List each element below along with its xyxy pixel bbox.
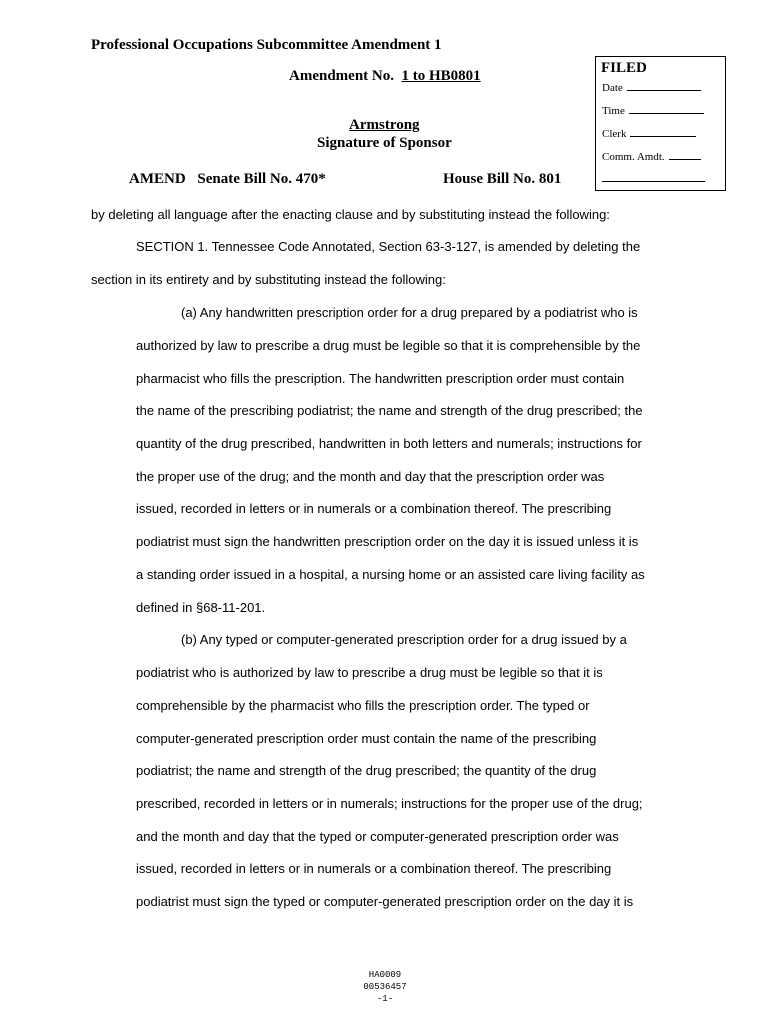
filed-comm-label: Comm. Amdt. (602, 151, 665, 163)
body-line-11: podiatrist must sign the handwritten prescription order on the day it is issued unless it is (136, 534, 639, 549)
footer-code-1: HA0009 (368, 970, 402, 980)
filed-clerk-blank (630, 127, 696, 137)
filed-time-label: Time (602, 105, 625, 117)
filed-extra-blank (602, 172, 705, 182)
amend-bill-line (129, 171, 326, 188)
body-line-20: and the month and day that the typed or computer-generated prescription order was (136, 829, 619, 844)
body-line-12: a standing order issued in a hospital, a nursing home or an assisted care living facility as (136, 567, 645, 582)
body-line-2: SECTION 1. Tennessee Code Annotated, Section 63-3-127, is amended by deleting the (136, 239, 641, 254)
filed-comm-blank (669, 150, 701, 160)
body-line-21: issued, recorded in letters or in numerals or a combination thereof. The prescribing (136, 861, 612, 876)
body-line-10: issued, recorded in letters or in numerals or a combination thereof. The prescribing (136, 501, 612, 516)
filed-date-blank (627, 81, 701, 91)
body-line-6: pharmacist who fills the prescription. The handwritten prescription order must contain (136, 371, 625, 386)
filed-date-row (602, 81, 701, 94)
body-line-5: authorized by law to prescribe a drug must be legible so that it is comprehensible by the (136, 338, 641, 353)
body-line-18: podiatrist; the name and strength of the drug prescribed; the quantity of the drug (136, 763, 597, 778)
body-line-19: prescribed, recorded in letters or in numerals; instructions for the proper use of the drug; (136, 796, 643, 811)
amendment-label: Amendment No. (289, 68, 394, 84)
senate-bill: Senate Bill No. 470* (197, 171, 326, 187)
filed-box (595, 56, 726, 191)
sponsor-name: Armstrong (349, 117, 420, 133)
body-line-3: section in its entirety and by substituting instead the following: (91, 272, 446, 287)
body-line-14: (b) Any typed or computer-generated prescription order for a drug issued by a (181, 632, 627, 647)
amend-word: AMEND (129, 171, 186, 187)
amendment-number: 1 to HB0801 (401, 68, 481, 84)
filed-comm-row (602, 150, 701, 163)
subcommittee-title: Professional Occupations Subcommittee Amendment 1 (91, 37, 442, 53)
filed-time-row (602, 104, 704, 117)
body-line-7: the name of the prescribing podiatrist; the name and strength of the drug prescribed; the (136, 403, 643, 418)
footer-code-2: 00536457 (363, 982, 407, 992)
sponsor-label: Signature of Sponsor (317, 135, 452, 151)
filed-date-label: Date (602, 82, 623, 94)
filed-title: FILED (601, 60, 647, 76)
body-line-15: podiatrist who is authorized by law to prescribe a drug must be legible so that it is (136, 665, 603, 680)
filed-extra-row (602, 172, 705, 185)
body-line-9: the proper use of the drug; and the month and day that the prescription order was (136, 469, 605, 484)
filed-time-blank (629, 104, 704, 114)
body-line-13: defined in §68-11-201. (136, 600, 266, 615)
body-line-8: quantity of the drug prescribed, handwritten in both letters and numerals; instructions for (136, 436, 642, 451)
amendment-number-line (289, 68, 481, 85)
body-line-1: by deleting all language after the enacting clause and by substituting instead the following: (91, 207, 610, 222)
body-line-17: computer-generated prescription order must contain the name of the prescribing (136, 731, 597, 746)
filed-clerk-label: Clerk (602, 128, 627, 140)
body-line-4: (a) Any handwritten prescription order for a drug prepared by a podiatrist who is (181, 305, 638, 320)
filed-clerk-row (602, 127, 696, 140)
body-line-16: comprehensible by the pharmacist who fills the prescription order. The typed or (136, 698, 590, 713)
house-bill: House Bill No. 801 (443, 171, 562, 187)
page-number: -1- (376, 994, 394, 1004)
body-line-22: podiatrist must sign the typed or computer-generated prescription order on the day it is (136, 894, 634, 909)
